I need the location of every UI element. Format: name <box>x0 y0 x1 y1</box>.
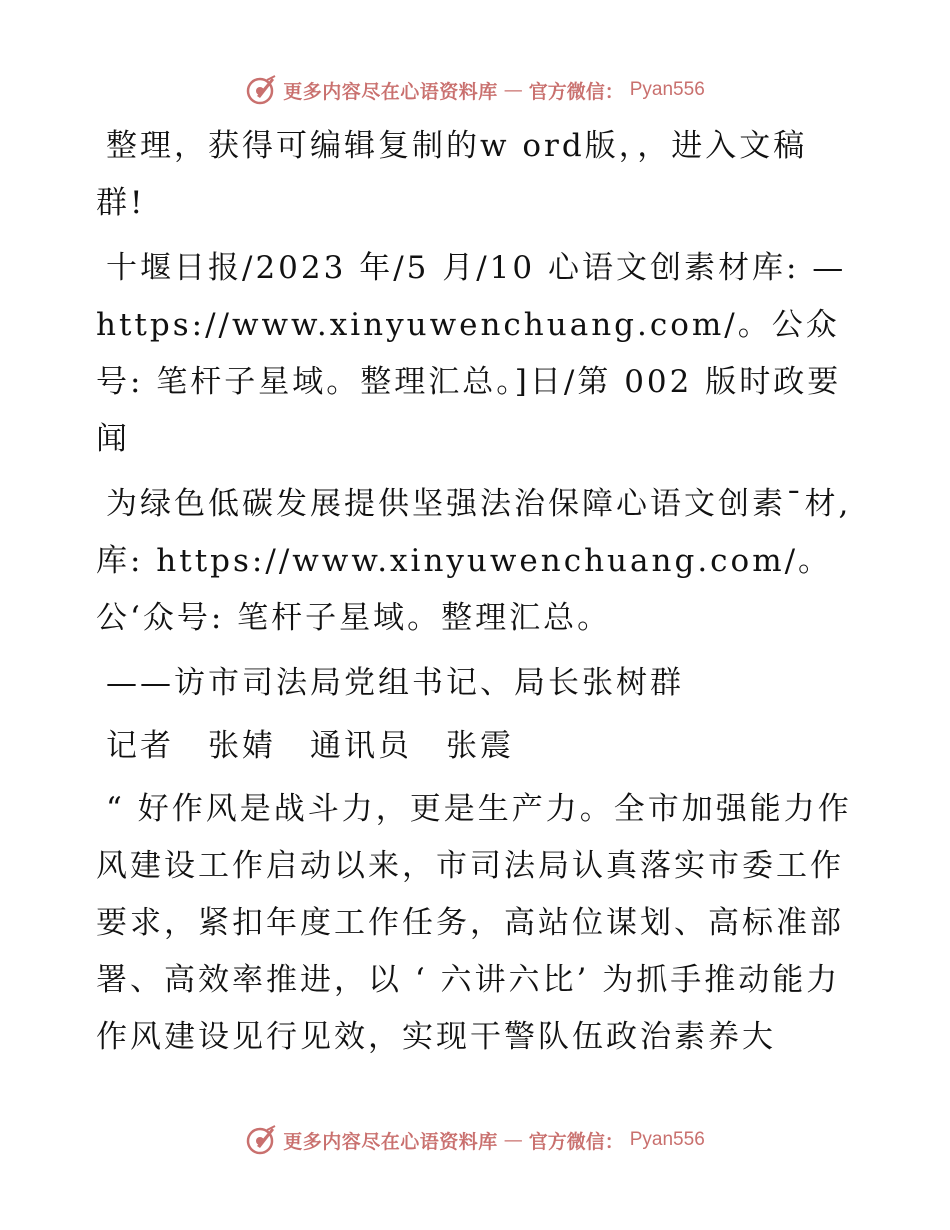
header-banner-id: Pyan556 <box>629 79 705 100</box>
header-banner-label: 官方微信： <box>528 80 624 103</box>
page-header <box>0 70 950 110</box>
paragraph-byline: 记者 张婧 通讯员 张震 <box>106 728 514 764</box>
header-banner <box>245 74 705 106</box>
paragraph-intro: 整理，获得可编辑复制的w ord版，，进入文稿群! <box>96 128 808 221</box>
quill-logo-icon <box>245 1124 277 1156</box>
footer-banner-label: 官方微信： <box>528 1130 624 1153</box>
page-footer <box>0 1120 950 1160</box>
footer-banner-id: Pyan556 <box>629 1129 705 1150</box>
paragraph-body: “ 好作风是战斗力，更是生产力。全市加强能力作风建设工作启动以来，市司法局认真落实市委工作要求，紧扣年度工作任务，高站位谋划、高标准部署、高效率推进，以 ‘ 六讲六比’ 为抓手推动能力作风建设见行见效，实现干警队伍政治素养大 <box>96 791 852 1055</box>
header-banner-separator: — <box>503 79 523 101</box>
paragraph-headline: 为绿色低碳发展提供坚强法治保障心语文创素¯材,库: https://www.xinyuwenchuang.com/。公‘众号: 笔杆子星域。整理汇总。 <box>96 486 852 636</box>
footer-banner-separator: — <box>503 1129 523 1151</box>
quill-logo-icon <box>245 74 277 106</box>
paragraph-subtitle: ——访市司法局党组书记、局长张树群 <box>106 665 684 701</box>
paragraph-source: 十堰日报/2023 年/5 月/10 心语文创素材库: —https://www.xinyuwenchuang.com/。公众号: 笔杆子星域。整理汇总。]日/第 002 版时政要闻 <box>96 250 847 457</box>
footer-banner <box>245 1124 705 1156</box>
document-body <box>96 118 856 1074</box>
footer-banner-text: 更多内容尽在心语资料库 <box>283 1130 498 1153</box>
header-banner-text: 更多内容尽在心语资料库 <box>283 80 498 103</box>
